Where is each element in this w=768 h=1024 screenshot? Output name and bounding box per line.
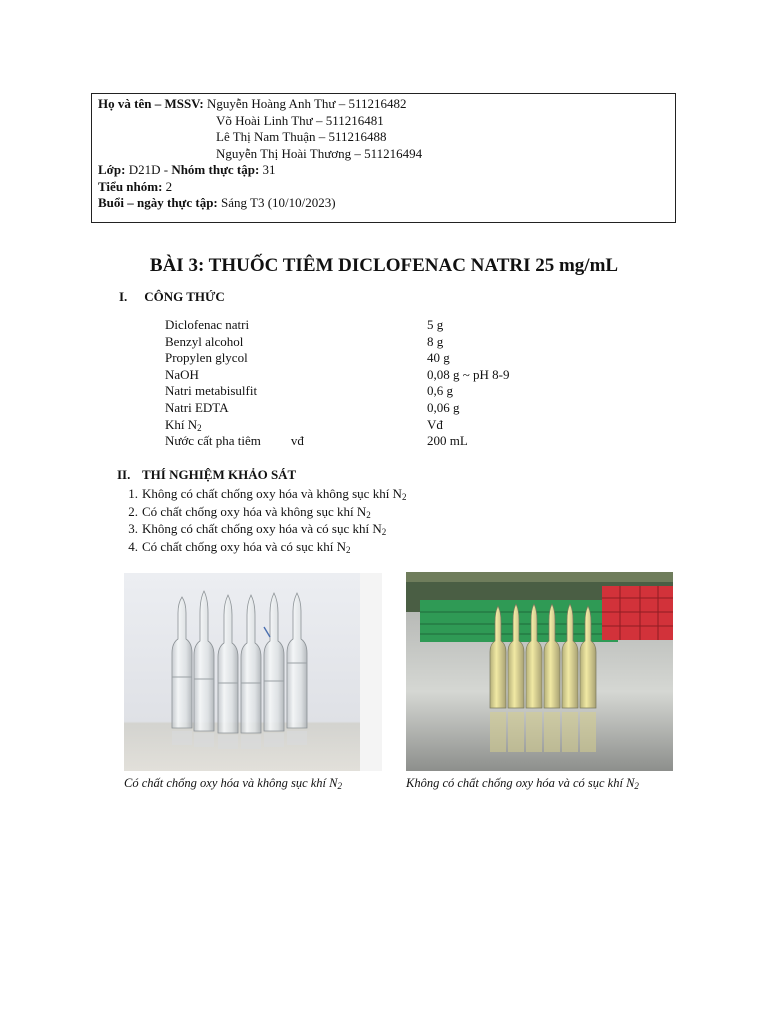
class-row: Lớp: D21D - Nhóm thực tập: 31 [98,162,276,177]
list-item [120,485,406,503]
ingredient-amount: 0,06 g [427,399,460,415]
list-item [120,520,406,538]
page-title: BÀI 3: THUỐC TIÊM DICLOFENAC NATRI 25 mg/mL [149,255,619,276]
list-number: 3. [128,521,138,536]
member-1: Nguyễn Hoàng Anh Thư – 511216482 [206,96,407,111]
formula-row [165,367,510,384]
formula-row [165,350,510,367]
subgroup-value: 2 [165,178,173,194]
ingredient-amount: 8 g [427,333,444,349]
ingredient-qs-note: vđ [290,433,304,449]
caption-left [124,776,342,791]
section-2-title: THÍ NGHIỆM KHẢO SÁT [142,467,297,482]
ampoules-yellow-illustration [406,572,673,771]
formula-row [165,433,510,450]
list-number: 4. [128,538,138,554]
formula-row [165,383,510,400]
section-2-number: II. [117,467,131,482]
ingredient-name: Khí N [165,416,198,432]
subgroup-label: Tiểu nhóm: [98,178,163,194]
name-label: Họ và tên – MSSV: [98,96,204,111]
ampoules-clear-illustration [124,573,382,771]
experiment-list [120,485,406,555]
section-1-number: I. [119,289,128,304]
subgroup-row [98,179,669,196]
photo-ampoules-right [406,572,673,771]
section-heading-formula [119,289,225,305]
list-subscript: 2 [381,527,387,537]
caption-left-subscript: 2 [337,781,342,791]
caption-right-subscript: 2 [634,781,639,791]
list-subscript: 2 [366,509,371,520]
list-subscript: 2 [401,492,407,502]
ingredient-amount: Vđ [427,416,443,432]
ingredient-name-wrap [165,417,427,434]
list-number: 2. [128,503,138,519]
ingredient-name: Natri EDTA [165,399,229,415]
section-1-title: CÔNG THỨC [144,289,225,304]
list-text: Có chất chống oxy hóa và không sục khí N [142,503,367,519]
formula-row [165,400,510,417]
member-4: Nguyễn Thị Hoài Thương – 511216494 [216,145,423,161]
formula-row [165,417,510,434]
member-3: Lê Thị Nam Thuận – 511216488 [216,129,387,144]
list-text: Không có chất chống oxy hóa và không sục khí N [142,486,402,501]
ingredient-name: Propylen glycol [165,350,248,366]
ingredient-amount: 0,6 g [427,383,453,399]
section-heading-experiments [117,467,296,483]
ingredient-name: Natri metabisulfit [165,383,258,399]
list-text: Có chất chống oxy hóa và có sục khí N [142,538,346,554]
student-info-box [91,93,676,223]
session-label: Buổi – ngày thực tập: [98,195,218,210]
member-2: Võ Hoài Linh Thư – 511216481 [216,112,384,128]
members-row [98,96,669,113]
red-basket [602,586,673,640]
caption-right [406,776,639,791]
ingredient-amount: 0,08 g ~ pH 8-9 [427,366,510,382]
formula-row [165,334,510,351]
ingredient-amount: 200 mL [427,433,468,449]
class-label: Lớp: [98,162,126,177]
ingredient-name: Nước cất pha tiêm [165,433,261,449]
group-label: Nhóm thực tập: [171,162,260,177]
list-subscript: 2 [345,544,351,555]
session-row [98,195,669,212]
ingredient-name-wrap [165,433,427,450]
formula-row [165,317,510,334]
photo-ampoules-left [124,573,382,771]
list-number: 1. [128,486,138,501]
formula-table [165,317,510,450]
caption-left-text: Có chất chống oxy hóa và không sục khí N [124,776,338,790]
ingredient-name: Benzyl alcohol [165,333,244,349]
ingredient-name: NaOH [165,366,199,382]
session-value: Sáng T3 (10/10/2023) [221,195,336,210]
group-value: 31 [262,162,276,177]
ingredient-name: Diclofenac natri [165,317,250,332]
ingredient-amount: 5 g [427,317,444,332]
list-item [120,503,406,521]
class-value: D21D [128,162,161,177]
list-item [120,538,406,556]
list-text: Không có chất chống oxy hóa và có sục khí N [142,521,382,536]
ingredient-subscript: 2 [197,422,202,433]
ingredient-amount: 40 g [427,350,450,366]
caption-right-text: Không có chất chống oxy hóa và có sục khí N [406,776,635,790]
